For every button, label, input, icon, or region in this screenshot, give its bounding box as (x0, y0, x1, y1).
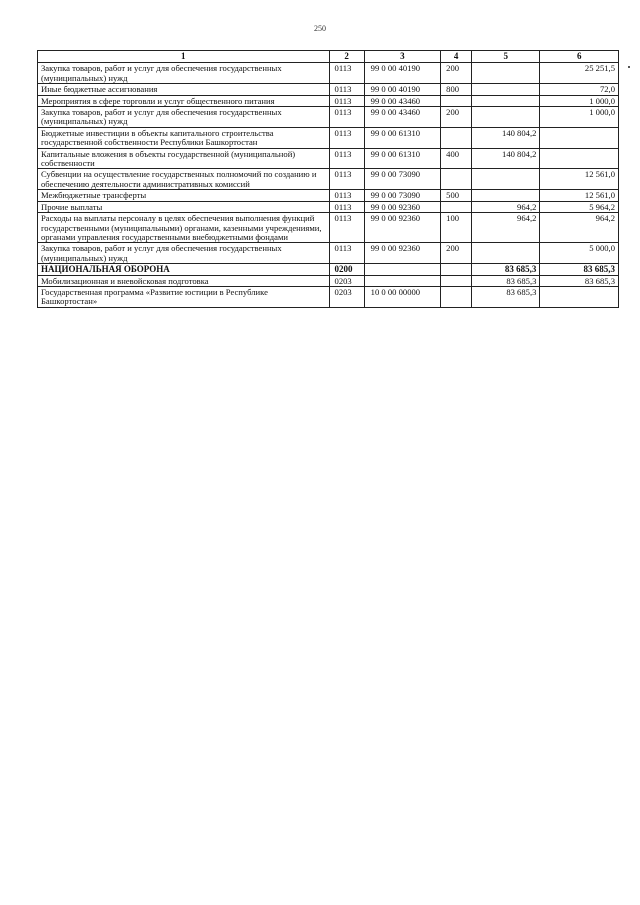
cell-target: 99 0 00 40190 (364, 63, 441, 84)
cell-section: 0113 (329, 243, 364, 264)
cell-target: 99 0 00 40190 (364, 84, 441, 95)
cell-amount-5: 83 685,3 (472, 275, 540, 286)
cell-name: Государственная программа «Развитие юстиции в Республике Башкортостан» (38, 286, 330, 307)
table-row (38, 127, 619, 148)
cell-target (364, 275, 441, 286)
cell-name: Закупка товаров, работ и услуг для обеспечения государственных (муниципальных) нужд (38, 63, 330, 84)
cell-amount-5 (472, 95, 540, 106)
col-header-5: 5 (472, 51, 540, 63)
cell-name: НАЦИОНАЛЬНАЯ ОБОРОНА (38, 264, 330, 275)
cell-amount-6: 5 964,2 (540, 201, 619, 212)
cell-section: 0113 (329, 107, 364, 128)
cell-amount-6: 5 000,0 (540, 243, 619, 264)
cell-name: Иные бюджетные ассигнования (38, 84, 330, 95)
cell-target: 99 0 00 61310 (364, 127, 441, 148)
cell-target: 99 0 00 73090 (364, 190, 441, 201)
cell-section: 0113 (329, 148, 364, 169)
cell-type: 400 (441, 148, 472, 169)
table-row (38, 107, 619, 128)
table-row (38, 264, 619, 275)
cell-amount-5 (472, 107, 540, 128)
cell-amount-5 (472, 63, 540, 84)
cell-amount-5 (472, 84, 540, 95)
table-row (38, 63, 619, 84)
page-number: 250 (314, 24, 326, 33)
cell-amount-5 (472, 169, 540, 190)
cell-type: 500 (441, 190, 472, 201)
cell-name: Мобилизационная и вневойсковая подготовка (38, 275, 330, 286)
cell-section: 0113 (329, 213, 364, 243)
table-body (38, 63, 619, 307)
col-header-2: 2 (329, 51, 364, 63)
cell-section: 0200 (329, 264, 364, 275)
table-row (38, 201, 619, 212)
cell-amount-6: 964,2 (540, 213, 619, 243)
cell-amount-6: 1 000,0 (540, 95, 619, 106)
cell-type (441, 264, 472, 275)
cell-amount-6 (540, 148, 619, 169)
cell-target: 99 0 00 43460 (364, 95, 441, 106)
cell-type (441, 275, 472, 286)
table-row (38, 148, 619, 169)
cell-section: 0113 (329, 84, 364, 95)
cell-type (441, 127, 472, 148)
cell-type: 200 (441, 107, 472, 128)
cell-name: Закупка товаров, работ и услуг для обеспечения государственных (муниципальных) нужд (38, 243, 330, 264)
cell-section: 0203 (329, 286, 364, 307)
col-header-3: 3 (364, 51, 441, 63)
cell-type: 800 (441, 84, 472, 95)
cell-amount-6: 12 561,0 (540, 169, 619, 190)
cell-amount-6 (540, 127, 619, 148)
header-row (38, 51, 619, 63)
table-row (38, 275, 619, 286)
cell-target: 99 0 00 92360 (364, 213, 441, 243)
cell-section: 0113 (329, 169, 364, 190)
cell-section: 0113 (329, 63, 364, 84)
cell-amount-6: 25 251,5 (540, 63, 619, 84)
scan-mark (628, 66, 630, 68)
cell-amount-6: 1 000,0 (540, 107, 619, 128)
cell-target: 99 0 00 92360 (364, 201, 441, 212)
table-row (38, 213, 619, 243)
cell-target: 10 0 00 00000 (364, 286, 441, 307)
cell-amount-5: 83 685,3 (472, 286, 540, 307)
cell-amount-5: 964,2 (472, 213, 540, 243)
cell-type (441, 95, 472, 106)
cell-name: Расходы на выплаты персоналу в целях обеспечения выполнения функций государственными (муниципальными) органами, казенными учреждениями, органами управления государственными внебюджетными фондами (38, 213, 330, 243)
cell-name: Мероприятия в сфере торговли и услуг общественного питания (38, 95, 330, 106)
cell-name: Субвенции на осуществление государственных полномочий по созданию и обеспечению деятельности административных комиссий (38, 169, 330, 190)
cell-name: Прочие выплаты (38, 201, 330, 212)
table-row (38, 84, 619, 95)
cell-name: Бюджетные инвестиции в объекты капитального строительства государственной собственности Республики Башкортостан (38, 127, 330, 148)
cell-name: Межбюджетные трансферты (38, 190, 330, 201)
table-row (38, 286, 619, 307)
cell-section: 0203 (329, 275, 364, 286)
cell-amount-5: 140 804,2 (472, 127, 540, 148)
cell-amount-6 (540, 286, 619, 307)
table-row (38, 169, 619, 190)
cell-target: 99 0 00 43460 (364, 107, 441, 128)
cell-amount-6: 72,0 (540, 84, 619, 95)
cell-amount-6: 83 685,3 (540, 275, 619, 286)
cell-name: Закупка товаров, работ и услуг для обеспечения государственных (муниципальных) нужд (38, 107, 330, 128)
cell-target: 99 0 00 92360 (364, 243, 441, 264)
cell-amount-6: 12 561,0 (540, 190, 619, 201)
budget-table (37, 50, 619, 308)
cell-section: 0113 (329, 95, 364, 106)
cell-target (364, 264, 441, 275)
cell-amount-5 (472, 190, 540, 201)
table-row (38, 95, 619, 106)
cell-target: 99 0 00 61310 (364, 148, 441, 169)
cell-amount-6: 83 685,3 (540, 264, 619, 275)
cell-name: Капитальные вложения в объекты государственной (муниципальной) собственности (38, 148, 330, 169)
cell-section: 0113 (329, 201, 364, 212)
col-header-6: 6 (540, 51, 619, 63)
table-row (38, 190, 619, 201)
cell-type (441, 201, 472, 212)
cell-section: 0113 (329, 190, 364, 201)
col-header-4: 4 (441, 51, 472, 63)
cell-type: 200 (441, 243, 472, 264)
cell-section: 0113 (329, 127, 364, 148)
cell-type: 200 (441, 63, 472, 84)
cell-amount-5: 83 685,3 (472, 264, 540, 275)
cell-amount-5: 964,2 (472, 201, 540, 212)
cell-amount-5: 140 804,2 (472, 148, 540, 169)
cell-type: 100 (441, 213, 472, 243)
col-header-1: 1 (38, 51, 330, 63)
cell-type (441, 286, 472, 307)
cell-amount-5 (472, 243, 540, 264)
table-row (38, 243, 619, 264)
cell-type (441, 169, 472, 190)
cell-target: 99 0 00 73090 (364, 169, 441, 190)
